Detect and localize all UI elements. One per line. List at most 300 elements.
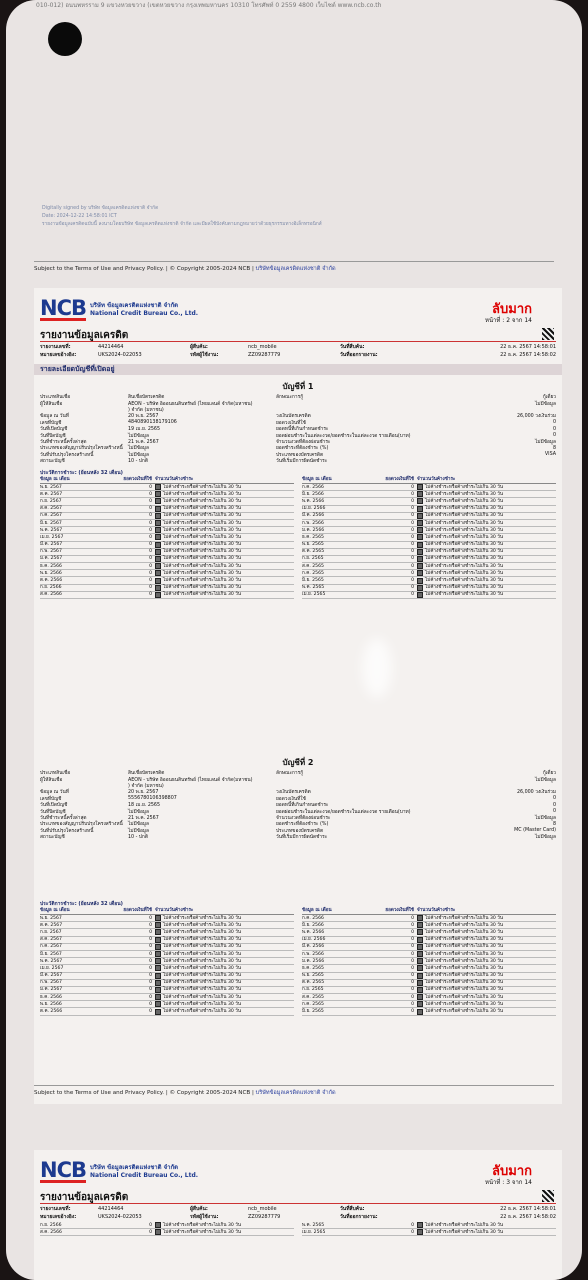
status-checkbox-icon	[155, 922, 161, 928]
footer-terms: Subject to the Terms of Use and Privacy Policy. | © Copyright 2005-2024 NCB |	[34, 266, 254, 272]
detail-label: วันที่เริ่มมีการผิดนัดชำระ	[276, 459, 328, 465]
detail-label: วงเงินบัตรเครดิต	[276, 414, 311, 420]
history-status	[417, 951, 556, 958]
history-month: ต.ค. 2565	[302, 549, 325, 555]
history-status-text: ไม่ค้างชำระหรือค้างชำระไม่เกิน 30 วัน	[163, 980, 241, 986]
footer-company-link[interactable]: บริษัทข้อมูลเครดิตแห่งชาติ จำกัด	[255, 1090, 336, 1096]
history-row	[302, 592, 556, 599]
account-2-title: บัญชีที่ 2	[282, 758, 314, 767]
detail-label: วันที่เปิดบัญชี	[40, 427, 68, 433]
status-checkbox-icon	[155, 570, 161, 576]
history-status-text: ไม่ค้างชำระหรือค้างชำระไม่เกิน 30 วัน	[425, 556, 503, 562]
history-balance: 0	[411, 973, 414, 979]
history-status-text: ไม่ค้างชำระหรือค้างชำระไม่เกิน 30 วัน	[163, 534, 241, 540]
history-status-text: ไม่ค้างชำระหรือค้างชำระไม่เกิน 30 วัน	[163, 944, 241, 950]
history-status-text: ไม่ค้างชำระหรือค้างชำระไม่เกิน 30 วัน	[425, 520, 503, 526]
detail-label: จำนวนงวดที่ต้องผ่อนชำระ	[276, 439, 331, 445]
detail-label: วันที่เปิดบัญชี	[40, 803, 68, 809]
history-status	[417, 922, 556, 929]
history-status-text: ไม่ค้างชำระหรือค้างชำระไม่เกิน 30 วัน	[425, 944, 503, 950]
detail-value: 0	[552, 796, 556, 802]
history-status	[155, 936, 294, 943]
status-checkbox-icon	[155, 958, 161, 964]
history-month: มิ.ย. 2565	[302, 578, 324, 584]
detail-label: ผู้ให้สินเชื่อ	[40, 777, 63, 783]
detail-value: 26,000 วงเงินร่วม	[516, 414, 556, 420]
detail-row	[40, 458, 556, 464]
history-status-text: ไม่ค้างชำระหรือค้างชำระไม่เกิน 30 วัน	[163, 987, 241, 993]
history-status-text: ไม่ค้างชำระหรือค้างชำระไม่เกิน 30 วัน	[163, 915, 241, 921]
history-month: ก.ย. 2567	[40, 929, 62, 935]
status-checkbox-icon	[155, 513, 161, 519]
detail-value: ไม่มีข้อมูล	[535, 401, 556, 407]
history-status	[417, 491, 556, 498]
signature-line-1: Digitally signed by บริษัท ข้อมูลเครดิตแห่งชาติ จำกัด	[42, 206, 159, 211]
detail-label: ยอดหนี้ที่เกินกำหนดชำระ	[276, 427, 329, 433]
detail-value: 19 เม.ย. 2565	[128, 427, 161, 433]
column-header: จำนวนวันค้างชำระ	[417, 477, 456, 482]
status-checkbox-icon	[417, 944, 423, 950]
detail-value: 21 พ.ค. 2567	[128, 815, 159, 821]
history-month: พ.ค. 2566	[302, 929, 325, 935]
history-balance: 0	[411, 965, 414, 971]
history-status	[155, 584, 294, 591]
detail-value: ไม่มีข้อมูล	[535, 439, 556, 445]
status-checkbox-icon	[155, 965, 161, 971]
detail-value: 8	[552, 821, 556, 827]
history-status	[155, 929, 294, 936]
report-page-2	[34, 288, 562, 1104]
status-checkbox-icon	[155, 980, 161, 986]
detail-value: 4840890138179106	[128, 420, 177, 426]
status-checkbox-icon	[155, 534, 161, 540]
history-status	[155, 951, 294, 958]
history-status	[155, 484, 294, 491]
history-balance: 0	[411, 951, 414, 957]
history-balance: 0	[411, 980, 414, 986]
page-number: หน้าที่ : 3 จาก 14	[484, 1179, 532, 1186]
detail-label: ประเภทสินเชื่อ	[40, 395, 71, 401]
meta-row: หมายเลขอ้างอิง: UKS2024-022053 รหัสผู้ใช้งาน: ZZ09287779 วันที่ออกรายงาน: 22 ธ.ค. 2567 14:58:02	[40, 352, 556, 358]
status-checkbox-icon	[155, 973, 161, 979]
history-month: พ.ย. 2567	[40, 484, 62, 490]
history-status	[155, 1229, 294, 1236]
detail-label: สถานะบัญชี	[40, 459, 65, 465]
status-checkbox-icon	[417, 958, 423, 964]
history-status	[155, 922, 294, 929]
account-1-history-title: ประวัติการชำระ: (ย้อนหลัง 32 เดือน)	[40, 470, 123, 476]
meta-row: รายงานเลขที่: 44214464 ผู้สืบค้น: ncb_mobile วันที่สืบค้น: 22 ธ.ค. 2567 14:58:01	[40, 344, 556, 350]
history-month: พ.ค. 2567	[40, 958, 63, 964]
history-month: มิ.ย. 2565	[302, 1009, 324, 1015]
status-checkbox-icon	[417, 1009, 423, 1015]
history-balance: 0	[411, 922, 414, 928]
history-status-text: ไม่ค้างชำระหรือค้างชำระไม่เกิน 30 วัน	[163, 1229, 241, 1235]
page-footer-1	[34, 261, 554, 273]
detail-value: 0	[552, 802, 556, 808]
history-balance: 0	[411, 578, 414, 584]
history-balance: 0	[411, 498, 414, 504]
detail-value: กู้เดี่ยว	[542, 771, 556, 777]
history-balance: 0	[411, 549, 414, 555]
company-name-th: บริษัท ข้อมูลเครดิตแห่งชาติ จำกัด	[90, 301, 179, 309]
report-meta	[40, 1205, 556, 1221]
column-header: จำนวนวันค้างชำระ	[417, 908, 456, 913]
report-meta	[40, 343, 556, 359]
history-status	[155, 965, 294, 972]
history-status-text: ไม่ค้างชำระหรือค้างชำระไม่เกิน 30 วัน	[425, 513, 503, 519]
history-month: ม.ค. 2567	[40, 987, 63, 993]
history-status-text: ไม่ค้างชำระหรือค้างชำระไม่เกิน 30 วัน	[163, 922, 241, 928]
status-checkbox-icon	[417, 542, 423, 548]
history-month: ก.ย. 2565	[302, 556, 324, 562]
history-status	[155, 555, 294, 562]
history-status	[155, 972, 294, 979]
history-month: ธ.ค. 2565	[302, 534, 324, 540]
column-header: ยอดวงเงินที่ใช้	[123, 908, 152, 913]
meta-row: หมายเลขอ้างอิง: UKS2024-022053 รหัสผู้ใช้งาน: ZZ09287779 วันที่ออกรายงาน: 22 ธ.ค. 2567 14:58:02	[40, 1214, 556, 1220]
status-checkbox-icon	[417, 973, 423, 979]
column-header: ข้อมูล ณ เดือน	[40, 908, 70, 913]
history-month: เม.ย. 2566	[302, 937, 326, 943]
history-month: มี.ค. 2567	[40, 973, 63, 979]
history-balance: 0	[411, 563, 414, 569]
column-header: ข้อมูล ณ เดือน	[302, 908, 332, 913]
account-2-history-title: ประวัติการชำระ: (ย้อนหลัง 32 เดือน)	[40, 901, 123, 907]
history-month: พ.ย. 2565	[302, 973, 324, 979]
history-balance: 0	[149, 1001, 152, 1007]
history-status-text: ไม่ค้างชำระหรือค้างชำระไม่เกิน 30 วัน	[163, 549, 241, 555]
history-month: ก.ย. 2566	[40, 1222, 62, 1228]
status-checkbox-icon	[155, 563, 161, 569]
history-status	[155, 548, 294, 555]
history-month: มิ.ย. 2566	[302, 491, 324, 497]
column-header: ยอดวงเงินที่ใช้	[385, 908, 414, 913]
history-status	[417, 570, 556, 577]
history-month: ก.ค. 2566	[302, 484, 324, 490]
status-checkbox-icon	[155, 556, 161, 562]
history-balance: 0	[149, 549, 152, 555]
status-checkbox-icon	[417, 994, 423, 1000]
history-month: ต.ค. 2566	[40, 578, 63, 584]
history-status	[155, 979, 294, 986]
history-column-right	[302, 907, 556, 1016]
history-status	[417, 929, 556, 936]
company-name-en: National Credit Bureau Co., Ltd.	[90, 1171, 199, 1179]
detail-label: วันที่เริ่มมีการผิดนัดชำระ	[276, 835, 328, 841]
history-month: พ.ค. 2566	[302, 498, 325, 504]
history-balance: 0	[411, 484, 414, 490]
history-month: ก.ย. 2567	[40, 498, 62, 504]
detail-value: ไม่มีข้อมูล	[128, 446, 149, 452]
status-checkbox-icon	[155, 592, 161, 598]
confidential-stamp: ลับมาก	[492, 302, 532, 317]
history-status	[155, 591, 294, 598]
status-checkbox-icon	[155, 527, 161, 533]
history-row	[40, 1229, 294, 1236]
detail-value: 0	[552, 809, 556, 815]
history-status-text: ไม่ค้างชำระหรือค้างชำระไม่เกิน 30 วัน	[163, 520, 241, 526]
history-row	[40, 592, 294, 599]
history-status-text: ไม่ค้างชำระหรือค้างชำระไม่เกิน 30 วัน	[163, 951, 241, 957]
history-month: เม.ย. 2566	[302, 506, 326, 512]
status-checkbox-icon	[155, 578, 161, 584]
top-strip: 010-012) อนนพหรราม 9 แขวงหวยขวาง (เขตหวยขวาง กรุงเทพมหานคร 10310 โทรศัพท์ 0 2559 4800 เว็บไซต์ www.ncb.co.th	[36, 2, 382, 8]
detail-label: ข้อมูล ณ วันที่	[40, 414, 69, 420]
ncb-logo	[40, 1160, 198, 1183]
status-checkbox-icon	[155, 498, 161, 504]
history-month: ก.ย. 2566	[40, 585, 62, 591]
detail-label: วันที่ชำระหนี้ครั้งล่าสุด	[40, 439, 87, 445]
history-balance: 0	[149, 929, 152, 935]
status-checkbox-icon	[155, 520, 161, 526]
history-status-text: ไม่ค้างชำระหรือค้างชำระไม่เกิน 30 วัน	[163, 994, 241, 1000]
history-column-left	[40, 1222, 294, 1236]
status-checkbox-icon	[155, 542, 161, 548]
detail-label: ลักษณะการกู้	[276, 771, 304, 777]
detail-label: วันที่ปิดบัญชี	[40, 809, 66, 815]
footer-company-link[interactable]: บริษัทข้อมูลเครดิตแห่งชาติ จำกัด	[255, 266, 336, 272]
status-checkbox-icon	[417, 987, 423, 993]
history-balance: 0	[149, 520, 152, 526]
history-status	[417, 591, 556, 598]
history-month: พ.ค. 2565	[302, 585, 325, 591]
detail-value: 0	[552, 420, 556, 426]
header-divider	[40, 1203, 556, 1204]
history-status	[417, 1001, 556, 1008]
detail-value: สินเชื่อบัตรเครดิต	[128, 771, 165, 777]
history-month: พ.ย. 2567	[40, 915, 62, 921]
column-header: จำนวนวันค้างชำระ	[155, 908, 194, 913]
status-checkbox-icon	[417, 527, 423, 533]
history-status-text: ไม่ค้างชำระหรือค้างชำระไม่เกิน 30 วัน	[425, 1009, 503, 1015]
history-balance: 0	[149, 542, 152, 548]
history-status	[417, 943, 556, 950]
detail-value: VISA	[544, 452, 556, 458]
history-month: ธ.ค. 2565	[302, 965, 324, 971]
history-status	[155, 541, 294, 548]
history-balance: 0	[149, 570, 152, 576]
history-status	[155, 563, 294, 570]
history-status-text: ไม่ค้างชำระหรือค้างชำระไม่เกิน 30 วัน	[425, 592, 503, 598]
history-month: มี.ค. 2566	[302, 513, 325, 519]
detail-value: ไม่มีข้อมูล	[128, 452, 149, 458]
history-month: พ.ย. 2565	[302, 542, 324, 548]
history-status-text: ไม่ค้างชำระหรือค้างชำระไม่เกิน 30 วัน	[425, 965, 503, 971]
history-column-left	[40, 907, 294, 1016]
history-status-text: ไม่ค้างชำระหรือค้างชำระไม่เกิน 30 วัน	[425, 1001, 503, 1007]
history-month: ต.ค. 2567	[40, 922, 63, 928]
history-balance: 0	[149, 965, 152, 971]
history-status	[155, 512, 294, 519]
history-balance: 0	[411, 570, 414, 576]
history-status-text: ไม่ค้างชำระหรือค้างชำระไม่เกิน 30 วัน	[163, 491, 241, 497]
company-name-en: National Credit Bureau Co., Ltd.	[90, 309, 199, 317]
history-status	[417, 498, 556, 505]
detail-label: ประเภทของบัตรเครดิต	[276, 828, 324, 834]
history-status	[417, 527, 556, 534]
column-header: จำนวนวันค้างชำระ	[155, 477, 194, 482]
detail-label: ผู้ให้สินเชื่อ	[40, 401, 63, 407]
detail-value: 10 - ปกติ	[128, 459, 148, 465]
history-month: ก.พ. 2566	[302, 951, 324, 957]
history-status	[155, 1008, 294, 1015]
detail-value: ไม่มีข้อมูล	[535, 815, 556, 821]
status-checkbox-icon	[155, 951, 161, 957]
history-row	[40, 1008, 294, 1015]
history-status	[155, 534, 294, 541]
history-month: ต.ค. 2567	[40, 491, 63, 497]
history-status-text: ไม่ค้างชำระหรือค้างชำระไม่เกิน 30 วัน	[163, 563, 241, 569]
column-header: ยอดวงเงินที่ใช้	[123, 477, 152, 482]
history-month: ก.พ. 2566	[302, 520, 324, 526]
history-status-text: ไม่ค้างชำระหรือค้างชำระไม่เกิน 30 วัน	[425, 980, 503, 986]
logo-mark: NCB	[40, 296, 86, 320]
history-status-text: ไม่ค้างชำระหรือค้างชำระไม่เกิน 30 วัน	[163, 592, 241, 598]
detail-value: 26,000 วงเงินร่วม	[516, 790, 556, 796]
status-checkbox-icon	[155, 915, 161, 921]
status-checkbox-icon	[417, 965, 423, 971]
history-balance: 0	[149, 592, 152, 598]
status-checkbox-icon	[417, 915, 423, 921]
status-checkbox-icon	[417, 929, 423, 935]
history-month: พ.ค. 2565	[302, 1222, 325, 1228]
history-month: ม.ค. 2567	[40, 556, 63, 562]
history-balance: 0	[149, 527, 152, 533]
history-status-text: ไม่ค้างชำระหรือค้างชำระไม่เกิน 30 วัน	[425, 585, 503, 591]
detail-value: ) จำกัด (มหาชน)	[128, 783, 164, 789]
history-month: ก.ค. 2566	[302, 915, 324, 921]
history-status-text: ไม่ค้างชำระหรือค้างชำระไม่เกิน 30 วัน	[425, 534, 503, 540]
history-status-text: ไม่ค้างชำระหรือค้างชำระไม่เกิน 30 วัน	[425, 542, 503, 548]
history-status-text: ไม่ค้างชำระหรือค้างชำระไม่เกิน 30 วัน	[163, 556, 241, 562]
history-month: ส.ค. 2565	[302, 994, 324, 1000]
status-checkbox-icon	[155, 944, 161, 950]
history-month: ม.ค. 2566	[302, 527, 325, 533]
detail-label: ยอดผ่อนชำระในแต่ละงวด/ยอดชำระในแต่ละงวด รายเดือน(บาท)	[276, 433, 411, 439]
detail-value: ) จำกัด (มหาชน)	[128, 407, 164, 413]
history-month: ก.พ. 2567	[40, 980, 62, 986]
history-balance: 0	[411, 1001, 414, 1007]
page-footer-2	[34, 1085, 554, 1097]
detail-value: 10 - ปกติ	[128, 835, 148, 841]
history-month: มิ.ย. 2566	[302, 922, 324, 928]
status-checkbox-icon	[417, 520, 423, 526]
status-checkbox-icon	[155, 1001, 161, 1007]
history-status-text: ไม่ค้างชำระหรือค้างชำระไม่เกิน 30 วัน	[425, 915, 503, 921]
history-status	[155, 943, 294, 950]
qr-code-icon	[542, 1190, 554, 1202]
detail-value: 0	[552, 433, 556, 439]
history-status	[417, 577, 556, 584]
history-status-text: ไม่ค้างชำระหรือค้างชำระไม่เกิน 30 วัน	[163, 929, 241, 935]
history-status	[417, 520, 556, 527]
detail-label: ประเภทของบัตรเครดิต	[276, 452, 324, 458]
history-month: ส.ค. 2566	[40, 592, 62, 598]
history-balance: 0	[149, 585, 152, 591]
history-balance: 0	[149, 951, 152, 957]
history-month: ก.ค. 2567	[40, 513, 62, 519]
history-status-text: ไม่ค้างชำระหรือค้างชำระไม่เกิน 30 วัน	[425, 994, 503, 1000]
status-checkbox-icon	[417, 549, 423, 555]
page-number: หน้าที่ : 2 จาก 14	[484, 317, 532, 324]
status-checkbox-icon	[155, 549, 161, 555]
account-2-details	[40, 770, 556, 840]
detail-label: ข้อมูล ณ วันที่	[40, 790, 69, 796]
status-checkbox-icon	[417, 951, 423, 957]
detail-label: วันที่ปรับปรุงโครงสร้างหนี้	[40, 828, 94, 834]
history-balance: 0	[149, 944, 152, 950]
history-status-text: ไม่ค้างชำระหรือค้างชำระไม่เกิน 30 วัน	[425, 563, 503, 569]
detail-label: ประเภทสินเชื่อ	[40, 771, 71, 777]
history-status	[417, 986, 556, 993]
qr-code-icon	[542, 328, 554, 340]
detail-label: ลักษณะการกู้	[276, 395, 304, 401]
history-balance: 0	[411, 592, 414, 598]
footer-terms: Subject to the Terms of Use and Privacy Policy. | © Copyright 2005-2024 NCB |	[34, 1090, 254, 1096]
history-month: ธ.ค. 2566	[40, 994, 62, 1000]
history-month: ต.ค. 2566	[40, 1009, 63, 1015]
history-status	[155, 491, 294, 498]
history-status-text: ไม่ค้างชำระหรือค้างชำระไม่เกิน 30 วัน	[163, 498, 241, 504]
history-month: เม.ย. 2565	[302, 592, 326, 598]
detail-value: ไม่มีข้อมูล	[535, 777, 556, 783]
history-balance: 0	[411, 987, 414, 993]
history-status-text: ไม่ค้างชำระหรือค้างชำระไม่เกิน 30 วัน	[425, 498, 503, 504]
detail-label: ประเภทของสัญญาปรับปรุงโครงสร้างหนี้	[40, 822, 123, 828]
history-status	[417, 936, 556, 943]
detail-label: เลขที่บัญชี	[40, 420, 62, 426]
status-checkbox-icon	[155, 987, 161, 993]
history-status	[155, 994, 294, 1001]
history-balance: 0	[149, 994, 152, 1000]
camera-hole	[48, 22, 82, 56]
history-balance: 0	[411, 1222, 414, 1228]
history-status-text: ไม่ค้างชำระหรือค้างชำระไม่เกิน 30 วัน	[425, 1222, 503, 1228]
history-balance: 0	[149, 513, 152, 519]
status-checkbox-icon	[155, 1229, 161, 1235]
status-checkbox-icon	[417, 592, 423, 598]
detail-value: 18 เม.ย. 2565	[128, 803, 161, 809]
history-status-text: ไม่ค้างชำระหรือค้างชำระไม่เกิน 30 วัน	[425, 570, 503, 576]
history-balance: 0	[149, 484, 152, 490]
history-status-text: ไม่ค้างชำระหรือค้างชำระไม่เกิน 30 วัน	[425, 578, 503, 584]
history-column-right	[302, 476, 556, 599]
history-balance: 0	[149, 987, 152, 993]
history-month: ก.ค. 2565	[302, 570, 324, 576]
detail-label: เลขที่บัญชี	[40, 796, 62, 802]
status-checkbox-icon	[417, 534, 423, 540]
history-balance: 0	[149, 915, 152, 921]
history-month: มิ.ย. 2567	[40, 951, 62, 957]
history-month: พ.ย. 2566	[40, 570, 62, 576]
detail-label: ยอดชำระที่ต้องชำระ (%)	[276, 446, 329, 452]
phone-screen	[6, 0, 582, 1280]
history-status	[417, 1222, 556, 1229]
history-balance: 0	[149, 1229, 152, 1235]
status-checkbox-icon	[417, 585, 423, 591]
history-status-text: ไม่ค้างชำระหรือค้างชำระไม่เกิน 30 วัน	[163, 958, 241, 964]
signature-note	[42, 205, 322, 229]
history-status	[417, 584, 556, 591]
status-checkbox-icon	[417, 484, 423, 490]
detail-value: MC (Master Card)	[514, 828, 556, 834]
history-balance: 0	[411, 542, 414, 548]
history-balance: 0	[411, 491, 414, 497]
history-status-text: ไม่ค้างชำระหรือค้างชำระไม่เกิน 30 วัน	[425, 506, 503, 512]
history-status-text: ไม่ค้างชำระหรือค้างชำระไม่เกิน 30 วัน	[163, 1001, 241, 1007]
history-status	[417, 555, 556, 562]
